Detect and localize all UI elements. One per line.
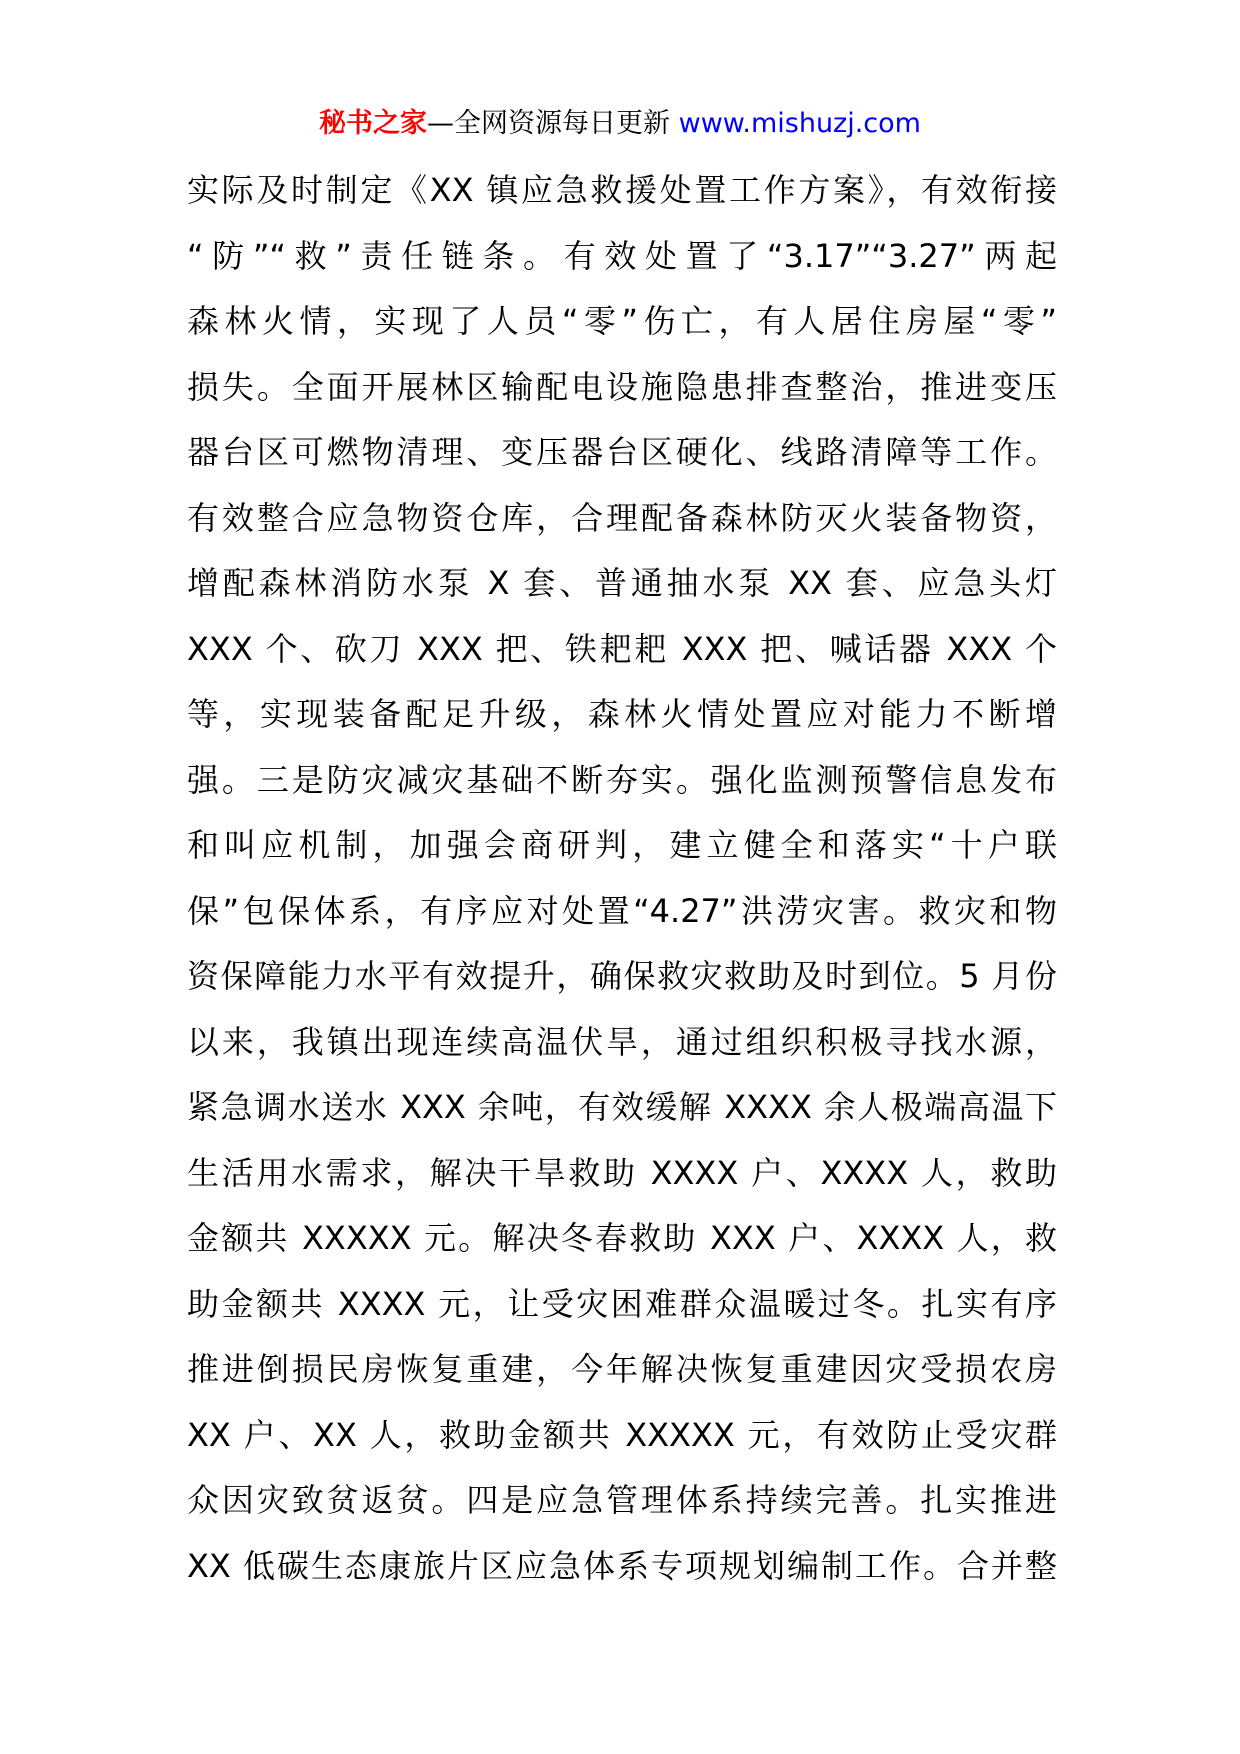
text-line: 众因灾致贫返贫。四是应急管理体系持续完善。扎实推进 <box>187 1481 1057 1519</box>
text-line: XX 低碳生态康旅片区应急体系专项规划编制工作。合并整 <box>187 1546 1057 1585</box>
body-paragraph <box>187 166 1057 1607</box>
text-line: 强。三是防灾减灾基础不断夯实。强化监测预警信息发布 <box>187 760 1057 799</box>
text-line: 助金额共 XXXX 元，让受灾困难群众温暖过冬。扎实有序 <box>187 1284 1057 1323</box>
text-line: 推进倒损民房恢复重建，今年解决恢复重建因灾受损农房 <box>187 1350 1057 1388</box>
text-line: 保”包保体系，有序应对处置“4.27”洪涝灾害。救灾和物 <box>187 891 1057 930</box>
header-tagline: —全网资源每日更新 <box>427 108 679 139</box>
text-line: XXX 个、砍刀 XXX 把、铁耙耙 XXX 把、喊话器 XXX 个 <box>187 629 1057 668</box>
site-header <box>0 104 1240 144</box>
text-line: 实际及时制定《XX 镇应急救援处置工作方案》，有效衔接 <box>187 171 1057 209</box>
text-line: 等，实现装备配足升级，森林火情处置应对能力不断增 <box>187 695 1057 733</box>
text-line: 生活用水需求，解决干旱救助 XXXX 户、XXXX 人，救助 <box>187 1153 1057 1192</box>
text-line: 金额共 XXXXX 元。解决冬春救助 XXX 户、XXXX 人，救 <box>187 1219 1057 1257</box>
text-line: 资保障能力水平有效提升，确保救灾救助及时到位。5 月份 <box>187 957 1057 995</box>
text-line: 紧急调水送水 XXX 余吨，有效缓解 XXXX 余人极端高温下 <box>187 1088 1057 1126</box>
brand-name: 秘书之家 <box>319 108 428 139</box>
text-line: 器台区可燃物清理、变压器台区硬化、线路清障等工作。 <box>187 433 1057 471</box>
text-line: 和叫应机制，加强会商研判，建立健全和落实“十户联 <box>187 826 1057 864</box>
text-line: 森林火情，实现了人员“零”伤亡，有人居住房屋“零” <box>187 302 1057 340</box>
text-line: 增配森林消防水泵 X 套、普通抽水泵 XX 套、应急头灯 <box>187 564 1057 602</box>
site-url-link[interactable]: www.mishuzj.com <box>678 108 921 139</box>
text-line: 损失。全面开展林区输配电设施隐患排查整治，推进变压 <box>187 367 1057 406</box>
text-line: “防”“救”责任链条。有效处置了“3.17”“3.27”两起 <box>187 236 1057 275</box>
text-line: 有效整合应急物资仓库，合理配备森林防灭火装备物资， <box>187 498 1057 537</box>
text-line: 以来，我镇出现连续高温伏旱，通过组织积极寻找水源， <box>187 1022 1057 1061</box>
text-line: XX 户、XX 人，救助金额共 XXXXX 元，有效防止受灾群 <box>187 1415 1057 1454</box>
